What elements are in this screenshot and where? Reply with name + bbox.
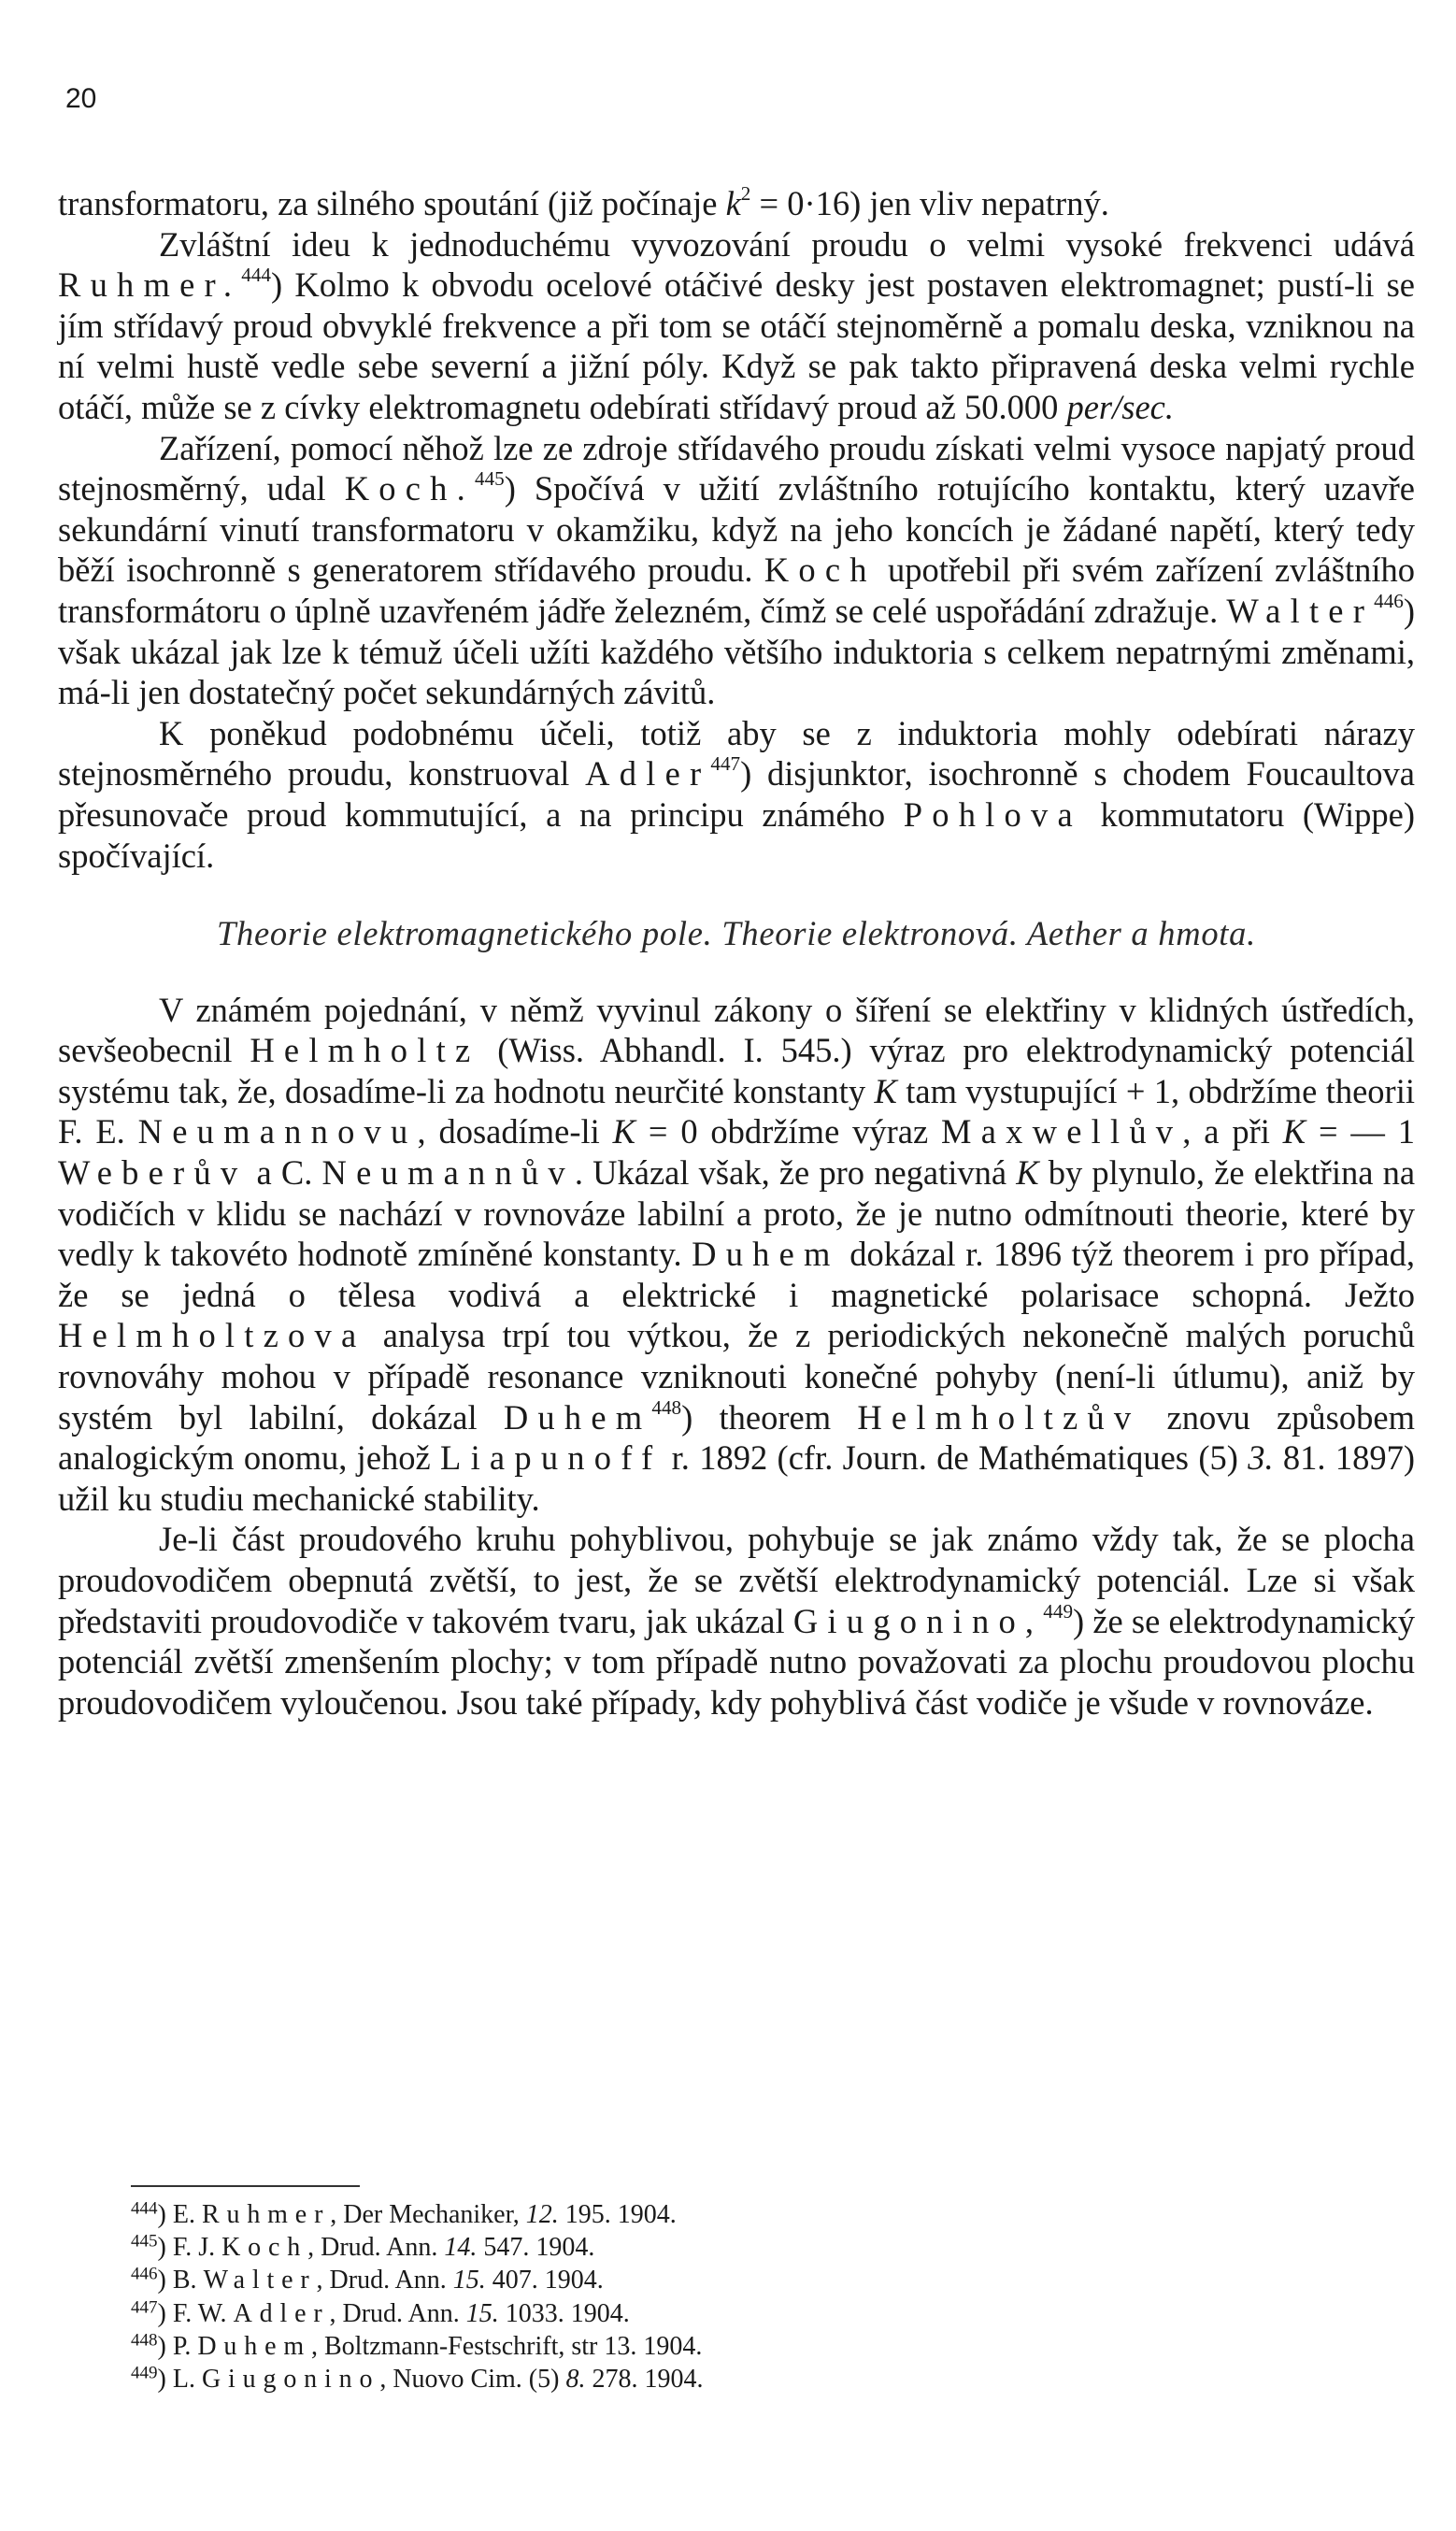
text-run: ) však ukázal jak lze k témuž účeli užíti každého většího induktoria s celkem nepatrnými změnami, má-li jen dostatečný počet sekundárných závitů.: [58, 591, 1415, 712]
text-run: znovu způsobem analogickým onomu, jehož: [58, 1397, 1415, 1478]
text-run: upotřebil při svém zařízení zvláštního transformátoru o úplně uzavřeném jádře železném, čímž se celé uspořádání zdražuje.: [58, 551, 1415, 630]
author-name: Liapunoff: [440, 1438, 663, 1478]
author-name: Weberův: [58, 1153, 248, 1193]
text-run: by plynulo, že elektřina na vodičích v klidu se nachází v rovnováze labilní a proto, že je nutno odmítnouti theorie, které by vedly k takovéto hodnotě zmíněné konstanty.: [58, 1153, 1416, 1274]
text-run: 1033. 1904.: [498, 2298, 630, 2328]
author-name: Ruhmer: [201, 2200, 331, 2229]
text-run: kommutatoru (Wippe) spočívající.: [58, 794, 1415, 875]
text-run: analysa trpí tou výtkou, že z periodických nekonečně malých poruchů rovnováhy mohou v případě resonance vzniknouti konečné pohyby (není-li útlumu), aniž by systém byl labilní, dokázal: [58, 1316, 1415, 1437]
footnote-number: 446: [131, 2264, 158, 2284]
text-run: K poněkud podobnému účeli, totiž aby se z induktoria mohly odebírati nárazy stejnosměrného proudu, konstruoval: [58, 713, 1415, 794]
paragraph-6: [58, 1519, 1415, 1723]
author-name: Walter: [1226, 591, 1375, 630]
volume-number: 15.: [452, 2266, 486, 2295]
author-name: Neumannův: [321, 1153, 575, 1193]
footnotes: [131, 2198, 1252, 2395]
math-symbol-K: K: [612, 1112, 636, 1151]
text-run: ) Spočívá v užití zvláštního rotujícího kontaktu, který uzavře sekundární vinutí transformatoru v okamžiku, když na jeho koncích je žádané napětí, který tedy běží isochronně s generatorem střídavého proudu.: [58, 469, 1415, 590]
text-run: F. J.: [172, 2233, 222, 2263]
author-name: Koch.: [344, 469, 475, 508]
author-name: Koch: [221, 2233, 308, 2263]
footnote: $^{445}$) F. J. Koch, Drud. Ann. 14. 547. 1904.: [131, 2231, 595, 2263]
paragraph-5: [58, 990, 1415, 1520]
text-run: , dosadíme-li: [417, 1112, 613, 1151]
text-run: , a při: [1182, 1112, 1283, 1151]
text-run: ) disjunktor, isochronně s chodem Foucaultova přesunovače proud kommutující, a na principu známého: [58, 754, 1415, 834]
volume-number: 8.: [565, 2365, 586, 2395]
author-name: Pohlova: [903, 794, 1082, 834]
author-name: Duhem: [197, 2331, 311, 2361]
unit-text: per/sec.: [1066, 387, 1174, 426]
text-run: = 0·16) jen vliv nepatrný.: [750, 184, 1109, 222]
footnote: $^{449}$) L. Giugonino, Nuovo Cim. (5) 8. 278. 1904.: [131, 2363, 704, 2395]
text-run: , Drud. Ann.: [329, 2298, 466, 2328]
footnote: $^{447}$) F. W. Adler, Drud. Ann. 15. 1033. 1904.: [131, 2297, 630, 2328]
text-run: 278. 1904.: [585, 2365, 704, 2395]
author-name: Giugonino: [201, 2365, 380, 2395]
author-name: Neumannovu: [137, 1112, 418, 1151]
math-symbol-K: K: [1282, 1112, 1306, 1151]
footnote: $^{446}$) B. Walter, Drud. Ann. 15. 407. 1904.: [131, 2264, 604, 2295]
author-name: Duhem: [692, 1235, 840, 1274]
author-name: Adler: [233, 2298, 330, 2328]
text-run: L.: [172, 2365, 202, 2395]
text-run: ) theorem: [681, 1397, 858, 1437]
footnote-number: 445: [131, 2231, 158, 2252]
text-run: ) že se elektrodynamický potenciál zvětší zmenšením plochy; v tom případě nutno považovati za plochu proudovou plochu proudovodičem vyloučenou. Jsou také případy, kdy pohyblivá část vodiče je všude v rovnováze.: [58, 1601, 1415, 1722]
author-name: Adler: [585, 754, 711, 794]
paragraph-2: [58, 224, 1415, 428]
text-run: V známém pojednání, v němž vyvinul zákony o šíření se elektřiny v klidných ústředích, sevšeobecnil: [58, 990, 1415, 1070]
footnote-ref: 445: [475, 467, 505, 491]
footnote-ref: 444: [241, 264, 271, 287]
text-run: Je-li část proudového kruhu pohyblivou, pohybuje se jak známo vždy tak, že se plocha proudovodičem obepnutá zvětší, to jest, že se zvětší elektrodynamický potenciál. Lze si však představiti proudovodiče v takovém tvaru, jak ukázal: [58, 1520, 1415, 1640]
volume-number: 14.: [444, 2233, 478, 2263]
math-exponent: 2: [740, 182, 751, 206]
text-run: Zařízení, pomocí něhož lze ze zdroje střídavého proudu získati velmi vysoce napjatý proud stejnosměrný, udal: [58, 428, 1415, 508]
footnote: $^{448}$) P. Duhem, Boltzmann-Festschrift, str 13. 1904.: [131, 2330, 703, 2361]
text-run: dokázal r. 1896 týž theorem i pro případ, že se jedná o tělesa vodivá a elektrické i magnetické polarisace schopná. Ježto: [58, 1235, 1415, 1314]
text-run: 81. 1897) užil ku studiu mechanické stability.: [58, 1438, 1415, 1518]
footnote-ref: 446: [1374, 590, 1404, 613]
footnote-ref: 448: [651, 1395, 682, 1419]
text-run: (Wiss. Abhandl. I. 545.) výraz pro elektrodynamický potenciál systému tak, že, dosadíme-li za hodnotu neurčité konstanty: [58, 1031, 1415, 1110]
volume-number: 15.: [465, 2298, 499, 2328]
author-name: Koch: [764, 551, 877, 590]
text-run: 195. 1904.: [558, 2200, 677, 2229]
footnote-number: 449: [131, 2363, 158, 2383]
footnote-ref: 447: [710, 752, 741, 776]
footnote-number: 447: [131, 2297, 158, 2318]
author-name: Duhem: [503, 1397, 652, 1437]
text-run: B.: [172, 2266, 204, 2295]
volume-number: 12.: [525, 2200, 559, 2229]
text-run: r. 1892 (cfr. Journ. de Mathématiques (5): [662, 1438, 1249, 1478]
footnote: $^{444}$) E. Ruhmer, Der Mechaniker, 12. 195. 1904.: [131, 2198, 677, 2229]
text-run: , Nuovo Cim. (5): [379, 2365, 566, 2395]
paragraph-1: [58, 183, 1415, 224]
text-run: , Der Mechaniker,: [330, 2200, 526, 2229]
paragraph-3: [58, 428, 1415, 713]
math-symbol-K: K: [1016, 1153, 1039, 1193]
text-run: . Ukázal však, že pro negativná: [574, 1153, 1017, 1193]
author-name: Helmholtzova: [58, 1316, 366, 1355]
text-run: 407. 1904.: [485, 2266, 604, 2295]
text-run: = — 1: [1306, 1112, 1415, 1151]
paragraph-4: [58, 713, 1415, 876]
math-symbol-k: k: [725, 184, 741, 222]
body-text: [58, 183, 1415, 1723]
text-run: , Boltzmann-Festschrift, str 13. 1904.: [310, 2331, 703, 2361]
author-name: Helmholtzův: [857, 1397, 1141, 1437]
text-run: 547. 1904.: [477, 2233, 595, 2263]
footnote-ref: 449: [1043, 1599, 1074, 1623]
text-run: , Drud. Ann.: [316, 2266, 453, 2295]
section-heading: Theorie elektromagnetického pole. Theorie elektronová. Aether a hmota.: [216, 914, 1257, 953]
text-run: Zvláštní ideu k jednoduchému vyvozování proudu o velmi vysoké frekvenci udává: [159, 224, 1415, 264]
text-run: a C.: [247, 1153, 322, 1193]
text-run: ) Kolmo k obvodu ocelové otáčivé desky jest postaven elektromagnet; pustí-li se jím střídavý proud obvyklé frekvence a při tom se otáčí stejnoměrně a pomalu deska, vzniknou na ní velmi hustě vedle sebe severní a jižní póly. Když se pak takto připravená deska velmi rychle otáčí, může se z cívky elektromagnetu odebírati střídavý proud až 50.000: [58, 265, 1415, 426]
page-number: 20: [65, 83, 97, 114]
author-name: Walter: [203, 2266, 317, 2295]
author-name: Ruhmer.: [58, 265, 242, 305]
text-run: = 0 obdržíme výraz: [635, 1112, 942, 1151]
math-symbol-K: K: [874, 1071, 897, 1110]
text-run: F. W.: [172, 2298, 234, 2328]
footnote-number: 444: [131, 2198, 158, 2219]
author-name: Maxwellův: [941, 1112, 1183, 1151]
volume-number: 3.: [1248, 1438, 1274, 1478]
author-name: Giugonino,: [792, 1601, 1044, 1640]
text-run: P.: [172, 2331, 198, 2361]
footnote-divider: [131, 2185, 360, 2187]
text-run: tam vystupující + 1, obdržíme theorii F. E.: [58, 1071, 1415, 1151]
text-run: E.: [172, 2200, 202, 2229]
footnote-number: 448: [131, 2330, 158, 2351]
author-name: Helmholtz: [250, 1031, 480, 1070]
text-run: transformatoru, za silného spoutání (již počínaje: [58, 184, 726, 222]
text-run: , Drud. Ann.: [307, 2233, 445, 2263]
